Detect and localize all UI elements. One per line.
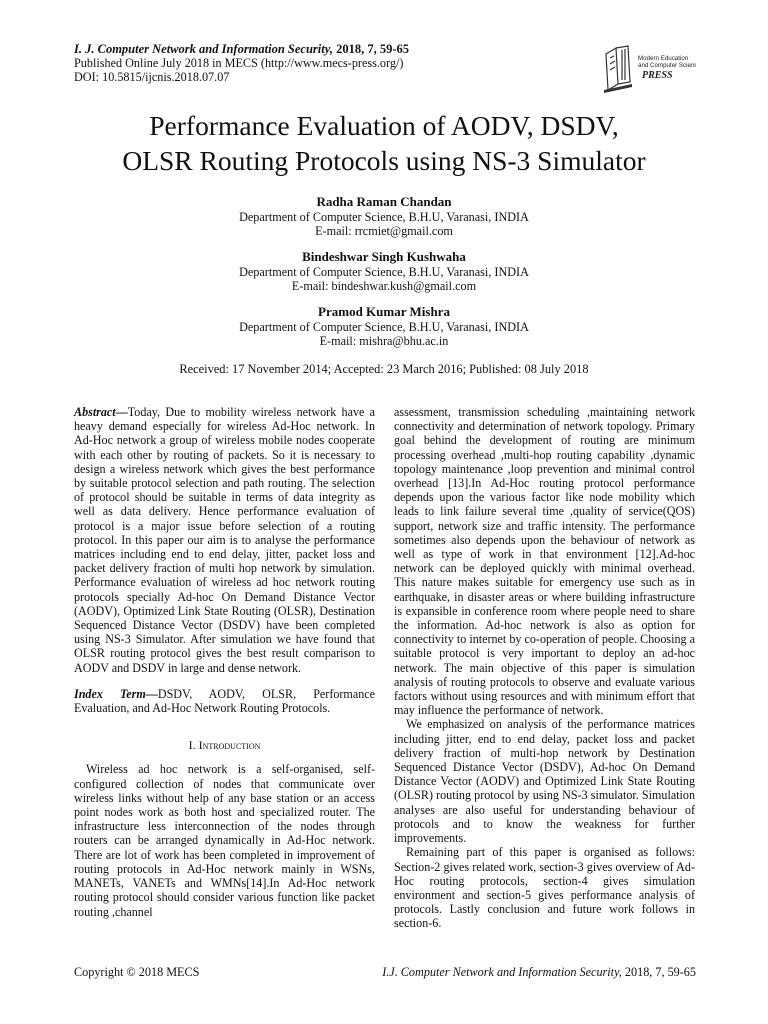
journal-issue: 2018, 7, 59-65	[332, 42, 409, 56]
index-terms-dash: —	[145, 686, 158, 701]
section-title: Introduction	[198, 738, 261, 753]
author-3	[0, 304, 768, 348]
abstract-dash: —	[115, 405, 128, 419]
journal-citation	[74, 42, 494, 56]
journal-name: I. J. Computer Network and Information Security,	[74, 42, 333, 56]
author-1	[0, 194, 768, 238]
abstract-text: Today, Due to mobility wireless network have a heavy demand especially for wireless Ad-Hoc network. In Ad-Hoc network a group of wireless mobile nodes cooperate with each other by routing of packets. So it is necessary to design a wireless network which gives the best performance by suitable protocol selection and path routing. The selection of protocol should be suitable in terms of data integrity as well as data delivery. Hence performance evaluation of protocol is a major issue before selection of a routing protocol. In this paper our aim is to analyse the performance matrices including end to end delay, jitter, packet loss and packet delivery fraction of multi hop network by simulation. Performance evaluation of wireless ad hoc network routing protocols specially Ad-hoc On Demand Distance Vector (AODV), Optimized Link State Routing (OLSR), Destination Sequenced Distance Vector (DSDV) have been completed using NS-3 Simulator. After simulation we have found that OLSR routing protocol gives the best result comparison to AODV and DSDV in large and dense network.	[74, 405, 375, 675]
footer-issue: 2018, 7, 59-65	[621, 965, 696, 979]
books-logo-icon	[602, 40, 696, 96]
footer-copyright: Copyright © 2018 MECS	[74, 965, 200, 979]
author-block	[0, 194, 768, 359]
author-email: E-mail: mishra@bhu.ac.in	[319, 334, 449, 348]
left-column	[74, 405, 375, 919]
index-terms	[74, 687, 375, 715]
author-affiliation: Department of Computer Science, B.H.U, Varanasi, INDIA	[239, 210, 529, 224]
author-name: Bindeshwar Singh Kushwaha	[302, 249, 466, 264]
section-heading-introduction	[74, 738, 375, 752]
doi-line: DOI: 10.5815/ijcnis.2018.07.07	[74, 70, 230, 84]
author-2	[0, 249, 768, 293]
logo-line-1: Modern Education	[638, 55, 689, 62]
paragraph-analysis: We emphasized on analysis of the performance matrices including jitter, end to end delay, packet loss and packet delivery fraction of multi-hop network by Destination Sequenced Distance Vector (DSDV), Ad-hoc On Demand Distance Vector (AODV) and Optimized Link State Routing (OLSR) routing protocol by using NS-3 simulator. Simulation analyses are also useful for understanding behaviour of protocols and to know the weakness for further improvements.	[394, 717, 695, 846]
footer-citation	[382, 965, 696, 980]
author-name: Radha Raman Chandan	[316, 194, 452, 209]
publisher-logo	[602, 40, 696, 96]
introduction-paragraph: Wireless ad hoc network is a self-organised, self-configured collection of nodes that communicate over wireless links without help of any base station or an access point nodes work as both host and specialized router. The infrastructure less interconnection of the nodes through routers can be arranged dynamically in Ad-Hoc network. There are lot of work has been completed in improvement of routing protocols in Ad-Hoc network mainly in WSNs, MANETs, VANETs and WMNs[14].In Ad-Hoc network routing protocol should consider various function like packet routing ,channel	[74, 762, 375, 919]
logo-line-2: and Computer Science	[638, 62, 696, 69]
author-email: E-mail: rrcmiet@gmail.com	[315, 224, 453, 238]
index-terms-text: DSDV, AODV, OLSR, Performance Evaluation, and Ad-Hoc Network Routing Protocols.	[74, 686, 375, 716]
paragraph-continued: assessment, transmission scheduling ,maintaining network connectivity and determination of network topology. Primary goal behind the development of routing are minimum processing overhead ,multi-hop routing capability ,dynamic topology maintenance ,loop prevention and minimal control overhead [13].In Ad-Hoc routing protocol performance depends upon the various factor like node mobility which leads to link failure several time ,quality of service(QOS) support, network size and traffic intensity. The performance sometimes also depends upon the behaviour of network as well as type of work in that environment [12].Ad-hoc network can be deployed quickly with minimal overhead. This nature makes suitable for emergency use such as in earthquake, in disaster areas or where building infrastructure is expansible in conference room where people need to share the information. Ad-hoc network is also as option for connectivity to internet by co-operation of people. Choosing a suitable protocol is very important to deploy an ad-hoc network. The main objective of this paper is simulation analysis of routing protocols to observe and evaluate various factors without using resources and with minimum effort that may influence the performance of network.	[394, 405, 695, 718]
author-email: E-mail: bindeshwar.kush@gmail.com	[291, 279, 477, 293]
published-line: Published Online July 2018 in MECS (http://www.mecs-press.org/)	[74, 56, 404, 70]
paragraph-organisation: Remaining part of this paper is organised as follows: Section-2 gives related work, section-3 gives overview of Ad-Hoc routing protocols, section-4 gives simulation environment and section-5 gives performance analysis of protocols. Lastly conclusion and future work follows in section-6.	[394, 845, 695, 931]
section-number: I.	[188, 738, 199, 753]
publication-dates: Received: 17 November 2014; Accepted: 23 March 2016; Published: 08 July 2018	[179, 362, 589, 376]
author-affiliation: Department of Computer Science, B.H.U, Varanasi, INDIA	[239, 265, 529, 279]
abstract	[74, 405, 375, 675]
paper-title	[0, 108, 768, 178]
journal-masthead	[74, 42, 494, 84]
title-line-1: Performance Evaluation of AODV, DSDV,	[149, 110, 619, 141]
index-terms-label: Index Term	[74, 686, 146, 701]
abstract-label: Abstract	[74, 405, 116, 419]
title-line-2: OLSR Routing Protocols using NS-3 Simulator	[122, 145, 646, 176]
author-affiliation: Department of Computer Science, B.H.U, Varanasi, INDIA	[239, 320, 529, 334]
author-name: Pramod Kumar Mishra	[318, 304, 450, 319]
right-column	[394, 405, 695, 931]
logo-line-3: PRESS	[642, 70, 673, 81]
footer-journal: I.J. Computer Network and Information Security,	[382, 965, 622, 979]
